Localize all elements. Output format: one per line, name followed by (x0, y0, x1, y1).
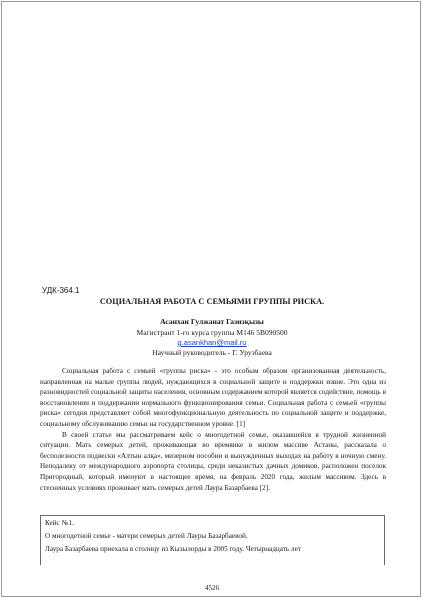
article-title: СОЦИАЛЬНАЯ РАБОТА С СЕМЬЯМИ ГРУППЫ РИСКА. (99, 297, 325, 306)
udk-code: УДК-364.1 (42, 286, 80, 295)
author-position: Магистрант 1-го курса группы М146 5В090500 (136, 328, 288, 337)
author-name: Асанхан Гулжанат Газизқызы (160, 317, 264, 326)
article-body (40, 366, 386, 493)
paragraph: Социальная работа с семьей «группы риска» - это особым образом организованная деятельность, направленная на малые группы людей, нуждающихся в социальной защите и поддержки извне. Это одна из разновидностей социальной защиты населения, основным содержанием которой является содействие, помощь в восстановлении и поддержании нормального функционирования семьи. Социальная работа с семьей «группы риска» сегодня представляет собой многофункциональную деятельность по социальной защите и поддержке, социальному обслуживанию семьи на государственном уровне. [1] (40, 367, 386, 428)
paragraph: В своей статье мы рассматриваем кейс о многодетной семье, оказавшейся в трудной жизненной ситуации. Мать семерых детей, проживающая во времянке в жилом массиве Астаны, рассказала о бесполезности подвески «Алтын алқа», мизерном пособии и вынужденных выходах на работу в ночную смену. Неподалеку от международного аэропорта столицы, среди неказистых дачных домиков, расположен поселок Пригородный, который именуют в настоящее время, на февраль 2020 года, жилым массивом. Здесь в стесненных условиях проживает мать семерых детей Лаура Базарбаева [2]. (40, 430, 386, 492)
case-heading: Кейс №1. (45, 519, 74, 527)
page-number: 4526 (205, 584, 219, 592)
scientific-advisor: Научный руководитель - Г. Урузбаева (152, 348, 272, 357)
case-box (40, 515, 385, 565)
author-email-link[interactable]: g.asankhan@mail.ru (177, 338, 247, 347)
case-subtitle: О многодетной семье - матери семерых детей Лауры Базарбаевой. (45, 532, 248, 540)
case-text: Лаура Базарбаева приехала в столицу из Кызылорды в 2005 году. Четырнадцать лет (45, 545, 301, 553)
